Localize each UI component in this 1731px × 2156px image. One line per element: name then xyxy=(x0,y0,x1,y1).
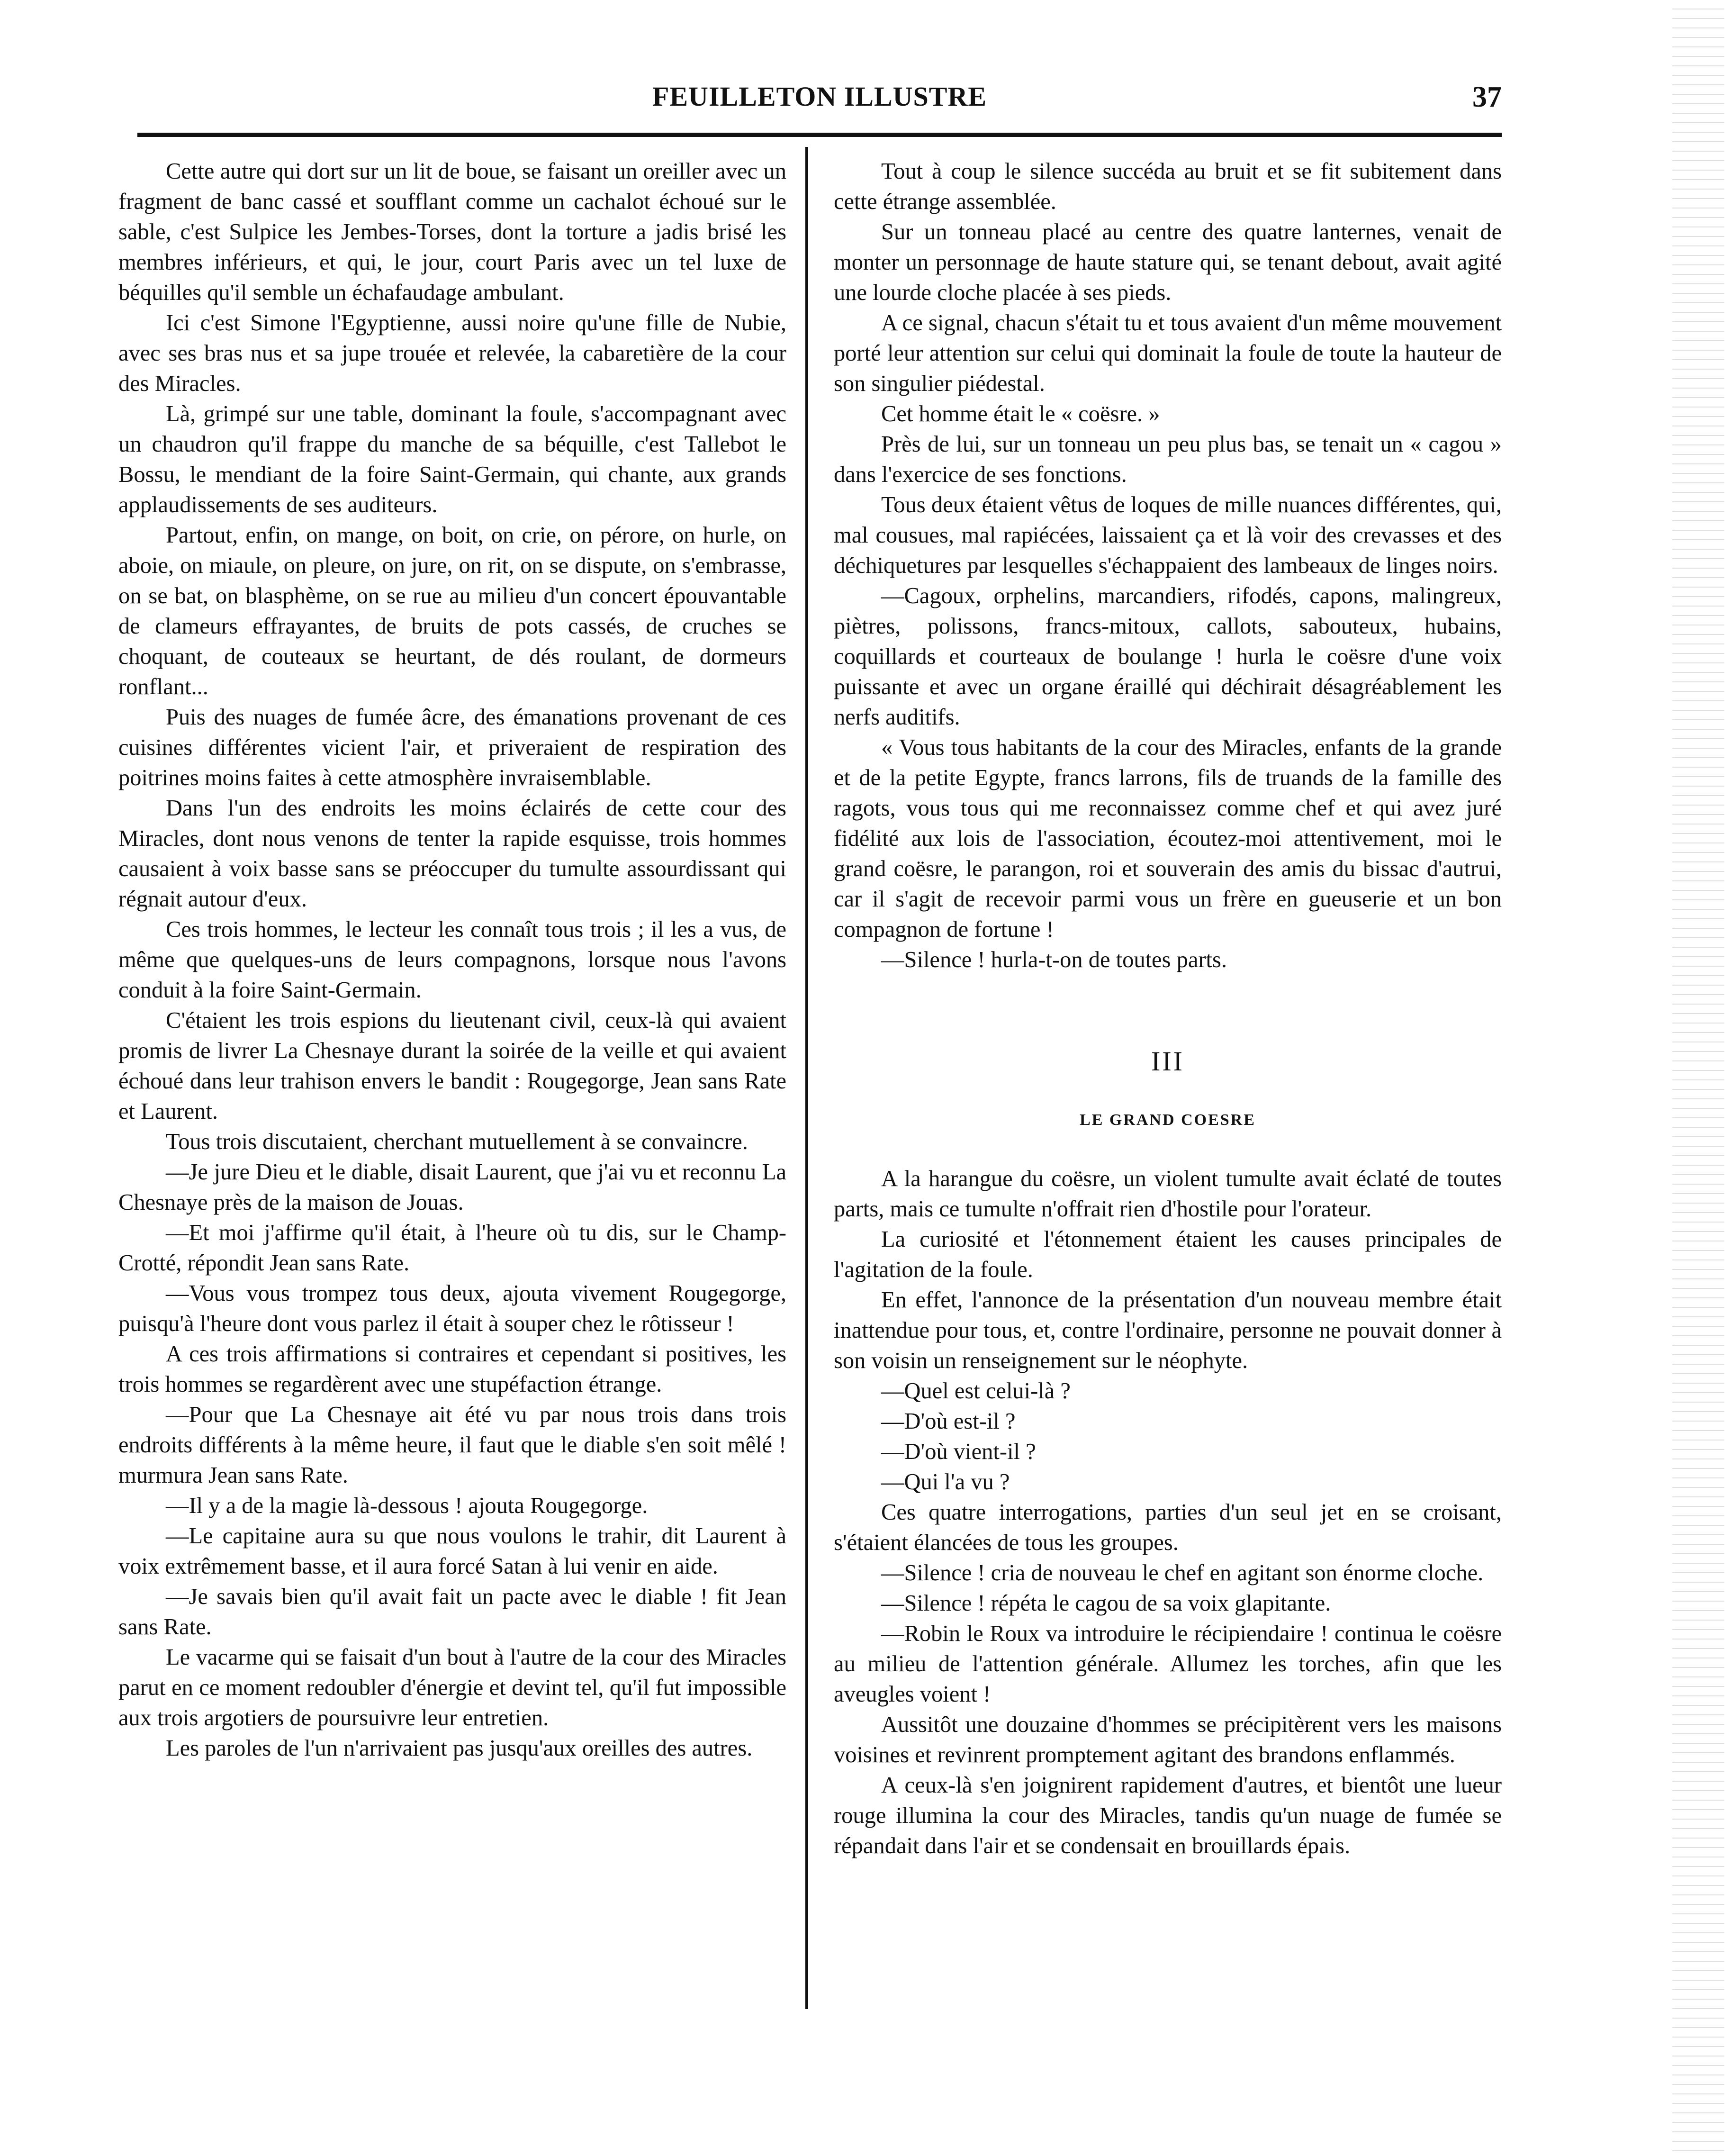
paragraph: —Cagoux, orphelins, marcandiers, rifodés, capons, malingreux, piètres, polissons, francs-mitoux, callots, sabouteux, hubains, coquillards et courteaux de boulange ! hurla le coësre d'une voix puissante et avec un organe éraillé qui déchirait désagréablement les nerfs auditifs. xyxy=(834,583,1502,730)
paragraph: A la harangue du coësre, un violent tumulte avait éclaté de toutes parts, mais ce tumulte n'offrait rien d'hostile pour l'orateur. xyxy=(834,1166,1502,1222)
paragraph: A ce signal, chacun s'était tu et tous avaient d'un même mouvement porté leur attention sur celui qui dominait la foule de toute la hauteur de son singulier piédestal. xyxy=(834,310,1502,396)
paragraph: —Pour que La Chesnaye ait été vu par nous trois dans trois endroits différents à la même heure, il faut que le diable s'en soit mêlé ! murmura Jean sans Rate. xyxy=(118,1402,786,1488)
paragraph: Dans l'un des endroits les moins éclairés de cette cour des Miracles, dont nous venons de tenter la rapide esquisse, trois hommes causaient à voix basse sans se préoccuper du tumulte assourdissant qui régnait autour d'eux. xyxy=(118,796,786,912)
paragraph: Tous trois discutaient, cherchant mutuellement à se convaincre. xyxy=(166,1129,748,1154)
scan-margin-noise xyxy=(1672,0,1724,2156)
paragraph: Près de lui, sur un tonneau un peu plus bas, se tenait un « cagou » dans l'exercice de ses fonctions. xyxy=(834,432,1502,487)
chapter-number: III xyxy=(1151,1046,1184,1077)
paragraph: Tous deux étaient vêtus de loques de mille nuances différentes, qui, mal cousues, mal rapiécées, laissaient ça et là voir des crevasses et des déchiquetures par lesquelles s'échappaient des lambeaux de linges noirs. xyxy=(834,492,1502,578)
paragraph: —Vous vous trompez tous deux, ajouta vivement Rougegorge, puisqu'à l'heure dont vous parlez il était à souper chez le rôtisseur ! xyxy=(118,1281,786,1336)
paragraph: A ceux-là s'en joignirent rapidement d'autres, et bientôt une lueur rouge illumina la cour des Miracles, tandis qu'un nuage de fumée se répandait dans l'air et se condensait en brouillards épais. xyxy=(834,1773,1502,1858)
page-number: 37 xyxy=(1472,81,1502,113)
paragraph: Aussitôt une douzaine d'hommes se précipitèrent vers les maisons voisines et revinrent promptement agitant des brandons enflammés. xyxy=(834,1712,1502,1767)
paragraph: Tout à coup le silence succéda au bruit et se fit subitement dans cette étrange assemblée. xyxy=(834,159,1502,214)
paragraph: —Et moi j'affirme qu'il était, à l'heure où tu dis, sur le Champ-Crotté, répondit Jean sans Rate. xyxy=(118,1220,786,1276)
paragraph: C'étaient les trois espions du lieutenant civil, ceux-là qui avaient promis de livrer La Chesnaye durant la soirée de la veille et qui avaient échoué dans leur trahison envers le bandit : Rougegorge, Jean sans Rate et Laurent. xyxy=(118,1008,786,1124)
paragraph: —Robin le Roux va introduire le récipiendaire ! continua le coësre au milieu de l'attention générale. Allumez les torches, afin que les aveugles voient ! xyxy=(834,1621,1502,1707)
paragraph: Le vacarme qui se faisait d'un bout à l'autre de la cour des Miracles parut en ce moment redoubler d'énergie et devint tel, qu'il fut impossible aux trois argotiers de poursuivre leur entretien. xyxy=(118,1645,786,1730)
right-column xyxy=(834,156,1502,2080)
paragraph: —Le capitaine aura su que nous voulons le trahir, dit Laurent à voix extrêmement basse, et il aura forcé Satan à lui venir en aide. xyxy=(118,1523,786,1579)
paragraph: Sur un tonneau placé au centre des quatre lanternes, venait de monter un personnage de haute stature qui, se tenant debout, avait agité une lourde cloche placée à ses pieds. xyxy=(834,219,1502,305)
paragraph: A ces trois affirmations si contraires et cependant si positives, les trois hommes se regardèrent avec une stupéfaction étrange. xyxy=(118,1341,786,1397)
paragraph: —Quel est celui-là ? xyxy=(881,1378,1071,1404)
paragraph: —D'où est-il ? xyxy=(881,1409,1016,1434)
paragraph: « Vous tous habitants de la cour des Miracles, enfants de la grande et de la petite Egypte, francs larrons, fils de truands de la famille des ragots, vous tous qui me reconnaissez comme chef et qui avez juré fidélité aux lois de l'association, écoutez-moi attentivement, moi le grand coësre, le parangon, roi et souverain des amis du bissac d'autrui, car il s'agit de recevoir parmi vous un frère en gueuserie et un bon compagnon de fortune ! xyxy=(834,735,1502,942)
paragraph: —Silence ! hurla-t-on de toutes parts. xyxy=(881,947,1227,972)
running-title: FEUILLETON ILLUSTRE xyxy=(652,81,987,112)
paragraph: Là, grimpé sur une table, dominant la foule, s'accompagnant avec un chaudron qu'il frappe du manche de sa béquille, c'est Tallebot le Bossu, le mendiant de la foire Saint-Germain, qui chante, aux grands applaudissements de ses auditeurs. xyxy=(118,401,786,517)
paragraph: Les paroles de l'un n'arrivaient pas jusqu'aux oreilles des autres. xyxy=(166,1736,753,1761)
paragraph: —Silence ! cria de nouveau le chef en agitant son énorme cloche. xyxy=(881,1560,1484,1585)
paragraph: —Je jure Dieu et le diable, disait Laurent, que j'ai vu et reconnu La Chesnaye près de la maison de Jouas. xyxy=(118,1160,786,1215)
paragraph: —D'où vient-il ? xyxy=(881,1439,1036,1464)
paragraph: —Il y a de la magie là-dessous ! ajouta Rougegorge. xyxy=(166,1493,648,1518)
page-header xyxy=(137,81,1502,137)
paragraph: —Silence ! répéta le cagou de sa voix glapitante. xyxy=(881,1591,1331,1616)
paragraph: Ces quatre interrogations, parties d'un seul jet en se croisant, s'étaient élancées de tous les groupes. xyxy=(834,1500,1502,1555)
left-column xyxy=(118,156,786,2080)
paragraph: —Je savais bien qu'il avait fait un pacte avec le diable ! fit Jean sans Rate. xyxy=(118,1584,786,1640)
column-divider xyxy=(805,147,808,2009)
paragraph: En effet, l'annonce de la présentation d'un nouveau membre était inattendue pour tous, et, contre l'ordinaire, personne ne pouvait donner à son voisin un renseignement sur le néophyte. xyxy=(834,1287,1502,1373)
paragraph: Cet homme était le « coësre. » xyxy=(881,401,1160,426)
paragraph: La curiosité et l'étonnement étaient les causes principales de l'agitation de la foule. xyxy=(834,1227,1502,1282)
paragraph: Partout, enfin, on mange, on boit, on crie, on pérore, on hurle, on aboie, on miaule, on pleure, on jure, on rit, on se dispute, on s'embrasse, on se bat, on blasphème, on se rue au milieu d'un concert épouvantable de clameurs effrayantes, de bruits de pots cassés, de cruches se choquant, de couteaux se heurtant, de dés roulant, de dormeurs ronflant... xyxy=(118,523,786,699)
paragraph: Cette autre qui dort sur un lit de boue, se faisant un oreiller avec un fragment de banc cassé et soufflant comme un cachalot échoué sur le sable, c'est Sulpice les Jembes-Torses, dont la torture a jadis brisé les membres inférieurs, et qui, le jour, court Paris avec un tel luxe de béquilles qu'il semble un échafaudage ambulant. xyxy=(118,159,786,305)
paragraph: Ces trois hommes, le lecteur les connaît tous trois ; il les a vus, de même que quelques-uns de leurs compagnons, lorsque nous l'avons conduit à la foire Saint-Germain. xyxy=(118,917,786,1003)
paragraph: Ici c'est Simone l'Egyptienne, aussi noire qu'une fille de Nubie, avec ses bras nus et sa jupe trouée et relevée, la cabaretière de la cour des Miracles. xyxy=(118,310,786,396)
paragraph: —Qui l'a vu ? xyxy=(881,1469,1010,1495)
chapter-title: LE GRAND COESRE xyxy=(1080,1111,1256,1129)
paragraph: Puis des nuages de fumée âcre, des émanations provenant de ces cuisines différentes vicient l'air, et priveraient de respiration des poitrines moins faites à cette atmosphère invraisemblable. xyxy=(118,705,786,790)
